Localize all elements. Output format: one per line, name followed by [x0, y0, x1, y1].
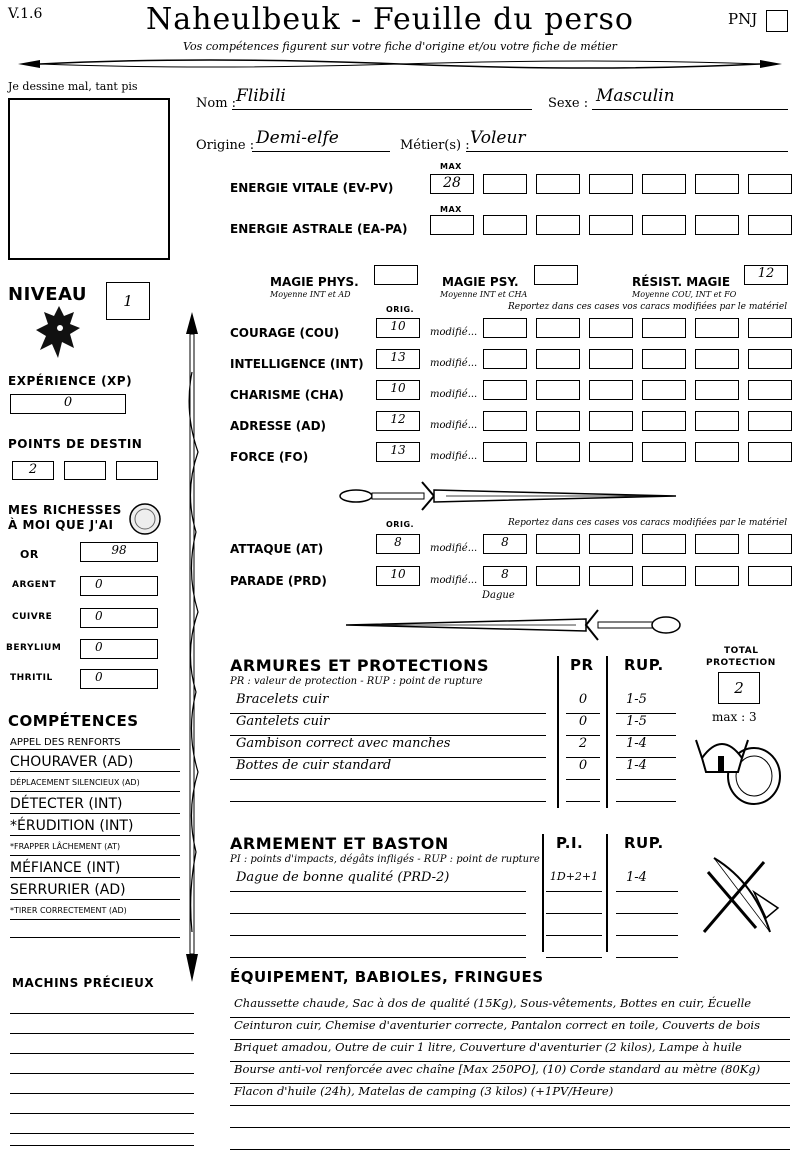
- stat-modifie-label: modifié...: [430, 327, 478, 338]
- arme-rup[interactable]: [616, 892, 678, 914]
- ev-box[interactable]: [483, 174, 527, 194]
- stat-mod-box[interactable]: [642, 318, 686, 338]
- parade-mod-note: Dague: [482, 590, 515, 601]
- attaque-mod-box[interactable]: 8: [483, 534, 527, 554]
- equipement-line[interactable]: [230, 1106, 790, 1128]
- stat-mod-box[interactable]: [483, 349, 527, 369]
- stat-mod-box[interactable]: [695, 380, 739, 400]
- magie-phys-label: MAGIE PHYS.: [270, 275, 359, 289]
- competence-item[interactable]: DÉTECTER (INT): [10, 794, 180, 814]
- resist-magie-label: RÉSIST. MAGIE: [632, 275, 731, 289]
- ea-label: ENERGIE ASTRALE (EA-PA): [230, 222, 408, 236]
- armures-col-pr: PR: [570, 656, 594, 674]
- machins-title: MACHINS PRÉCIEUX: [12, 976, 155, 990]
- stat-mod-box[interactable]: [589, 349, 633, 369]
- stat-label: ADRESSE (AD): [230, 419, 327, 433]
- ea-box[interactable]: [483, 215, 527, 235]
- ev-max-label: MAX: [440, 162, 462, 171]
- stat-orig-box[interactable]: 10: [376, 318, 420, 338]
- cuivre-box[interactable]: 0: [80, 608, 158, 628]
- destin-box[interactable]: 2: [12, 461, 54, 480]
- richesses-label: MES RICHESSES: [8, 503, 122, 517]
- magie-psy-note: Moyenne INT et CHA: [440, 290, 528, 299]
- destin-box[interactable]: [64, 461, 106, 480]
- stat-mod-box[interactable]: [536, 411, 580, 431]
- ev-max-box[interactable]: 28: [430, 174, 474, 194]
- resist-magie-box[interactable]: 12: [744, 265, 788, 285]
- stat-modifie-label: modifié...: [430, 451, 478, 462]
- stat-mod-box[interactable]: [536, 442, 580, 462]
- stat-label: FORCE (FO): [230, 450, 309, 464]
- destin-label: POINTS DE DESTIN: [8, 437, 143, 451]
- stat-mod-box[interactable]: [642, 380, 686, 400]
- magie-phys-note: Moyenne INT et AD: [270, 290, 351, 299]
- stat-mod-box[interactable]: [748, 380, 792, 400]
- armement-col-pi: P.I.: [556, 834, 584, 852]
- arme-name[interactable]: Dague de bonne qualité (PRD-2): [230, 870, 526, 892]
- berylium-label: BERYLIUM: [6, 643, 62, 653]
- attaque-mod-box[interactable]: [695, 534, 739, 554]
- ea-box[interactable]: [642, 215, 686, 235]
- competence-item[interactable]: APPEL DES RENFORTS: [10, 736, 180, 750]
- armure-name[interactable]: Bracelets cuir: [230, 692, 546, 714]
- stat-mod-box[interactable]: [483, 442, 527, 462]
- armures-divider: [606, 656, 608, 808]
- portrait-frame[interactable]: [8, 98, 170, 260]
- parade-modifie-label: modifié...: [430, 575, 478, 586]
- attaque-mod-box[interactable]: [589, 534, 633, 554]
- sexe-field[interactable]: Masculin: [592, 86, 788, 110]
- competence-item[interactable]: *ÉRUDITION (INT): [10, 816, 180, 836]
- stat-mod-box[interactable]: [642, 411, 686, 431]
- machins-line[interactable]: [10, 1098, 194, 1114]
- combat-note: Reportez dans ces cases vos caracs modifiées par le matériel: [508, 518, 788, 528]
- magie-psy-label: MAGIE PSY.: [442, 275, 519, 289]
- armement-title: ARMEMENT ET BASTON: [230, 834, 449, 853]
- ev-box[interactable]: [536, 174, 580, 194]
- equipement-line[interactable]: Chaussette chaude, Sac à dos de qualité (15Kg), Sous-vêtements, Bottes en cuir, Écuelle: [230, 996, 790, 1018]
- stat-label: CHARISME (CHA): [230, 388, 344, 402]
- or-box[interactable]: 98: [80, 542, 158, 562]
- attaque-modifie-label: modifié...: [430, 543, 478, 554]
- armure-pr[interactable]: 0: [566, 758, 600, 780]
- decorative-spear-divider: [0, 54, 800, 74]
- stat-mod-box[interactable]: [483, 318, 527, 338]
- machins-line[interactable]: [10, 1118, 194, 1134]
- stat-mod-box[interactable]: [695, 349, 739, 369]
- total-protection-label: TOTAL: [724, 646, 759, 656]
- argent-box[interactable]: 0: [80, 576, 158, 596]
- ev-box[interactable]: [748, 174, 792, 194]
- portrait-caption: Je dessine mal, tant pis: [8, 80, 138, 93]
- parade-orig-box[interactable]: 10: [376, 566, 420, 586]
- stat-mod-box[interactable]: [483, 411, 527, 431]
- total-protection-label-2: PROTECTION: [706, 658, 776, 668]
- total-protection-box[interactable]: 2: [718, 672, 760, 704]
- ea-max-box[interactable]: [430, 215, 474, 235]
- armure-name[interactable]: [230, 780, 546, 802]
- parade-mod-box[interactable]: [748, 566, 792, 586]
- equipement-line[interactable]: Bourse anti-vol renforcée avec chaîne [Max 250PO], (10) Corde standard au mètre (80Kg): [230, 1062, 790, 1084]
- page-subtitle: Vos compétences figurent sur votre fiche d'origine et/ou votre fiche de métier: [183, 40, 617, 53]
- niveau-label: NIVEAU: [8, 284, 87, 305]
- stat-mod-box[interactable]: [536, 380, 580, 400]
- arme-pi[interactable]: [546, 892, 602, 914]
- equipement-title: ÉQUIPEMENT, BABIOLES, FRINGUES: [230, 968, 544, 986]
- machins-line[interactable]: [10, 1038, 194, 1054]
- parade-mod-box[interactable]: [536, 566, 580, 586]
- armure-rup[interactable]: [616, 780, 676, 802]
- stat-mod-box[interactable]: [748, 349, 792, 369]
- armure-pr[interactable]: 0: [566, 714, 600, 736]
- stat-mod-box[interactable]: [695, 318, 739, 338]
- weapons-icon: [694, 852, 784, 938]
- thritil-label: THRITIL: [10, 673, 53, 683]
- stat-orig-box[interactable]: 12: [376, 411, 420, 431]
- stat-mod-box[interactable]: [642, 442, 686, 462]
- stat-mod-box[interactable]: [748, 318, 792, 338]
- stat-mod-box[interactable]: [483, 380, 527, 400]
- armures-divider: [557, 656, 559, 808]
- arme-rup[interactable]: [616, 914, 678, 936]
- ea-max-label: MAX: [440, 205, 462, 214]
- armures-note: PR : valeur de protection - RUP : point de rupture: [230, 676, 483, 687]
- armures-col-rup: RUP.: [624, 656, 664, 674]
- niveau-box[interactable]: 1: [106, 282, 150, 320]
- equipement-line[interactable]: Briquet amadou, Outre de cuir 1 litre, Couverture d'aventurier (2 kilos), Lampe à huile: [230, 1040, 790, 1062]
- ea-box[interactable]: [748, 215, 792, 235]
- cuivre-label: CUIVRE: [12, 612, 53, 622]
- thritil-box[interactable]: 0: [80, 669, 158, 689]
- version-label: V.1.6: [8, 6, 43, 22]
- equipement-line[interactable]: Flacon d'huile (24h), Matelas de camping (3 kilos) (+1PV/Heure): [230, 1084, 790, 1106]
- machins-line[interactable]: [10, 1058, 194, 1074]
- ea-box[interactable]: [589, 215, 633, 235]
- stat-mod-box[interactable]: [695, 411, 739, 431]
- armure-pr[interactable]: 2: [566, 736, 600, 758]
- stat-mod-box[interactable]: [589, 318, 633, 338]
- arme-pi[interactable]: [546, 914, 602, 936]
- stat-mod-box[interactable]: [642, 349, 686, 369]
- argent-label: ARGENT: [12, 580, 57, 590]
- pnj-label: PNJ: [728, 10, 758, 28]
- arme-name[interactable]: [230, 936, 526, 958]
- parade-mod-box[interactable]: [589, 566, 633, 586]
- armure-pr[interactable]: [566, 780, 600, 802]
- competence-item[interactable]: DÉPLACEMENT SILENCIEUX (AD): [10, 774, 180, 792]
- ea-box[interactable]: [536, 215, 580, 235]
- stat-mod-box[interactable]: [748, 411, 792, 431]
- competence-item[interactable]: *TIRER CORRECTEMENT (AD): [10, 902, 180, 920]
- helmet-shield-icon: [694, 726, 784, 812]
- stat-orig-box[interactable]: 10: [376, 380, 420, 400]
- pnj-checkbox[interactable]: [766, 10, 788, 32]
- machins-line[interactable]: [10, 1018, 194, 1034]
- competence-item[interactable]: CHOURAVER (AD): [10, 752, 180, 772]
- arme-rup[interactable]: 1-4: [616, 870, 678, 892]
- ea-box[interactable]: [695, 215, 739, 235]
- stat-mod-box[interactable]: [589, 380, 633, 400]
- ev-box[interactable]: [695, 174, 739, 194]
- nom-field[interactable]: Flibili: [232, 86, 532, 110]
- or-label: OR: [20, 548, 39, 561]
- stat-mod-box[interactable]: [536, 318, 580, 338]
- stat-mod-box[interactable]: [536, 349, 580, 369]
- stats-orig-label: ORIG.: [386, 305, 415, 314]
- coin-icon: [128, 502, 162, 536]
- stats-note: Reportez dans ces cases vos caracs modifiées par le matériel: [508, 302, 788, 312]
- attaque-mod-box[interactable]: [748, 534, 792, 554]
- sexe-label: Sexe :: [548, 96, 589, 111]
- armure-name[interactable]: Gambison correct avec manches: [230, 736, 546, 758]
- attaque-label: ATTAQUE (AT): [230, 542, 324, 556]
- ev-label: ENERGIE VITALE (EV-PV): [230, 181, 394, 195]
- stat-label: COURAGE (COU): [230, 326, 340, 340]
- parade-mod-box[interactable]: 8: [483, 566, 527, 586]
- metier-field[interactable]: Voleur: [466, 128, 788, 152]
- combat-orig-label: ORIG.: [386, 520, 415, 529]
- destin-box[interactable]: [116, 461, 158, 480]
- machins-line[interactable]: [10, 1078, 194, 1094]
- magie-psy-box[interactable]: [534, 265, 578, 285]
- magie-phys-box[interactable]: [374, 265, 418, 285]
- nom-label: Nom :: [196, 96, 237, 111]
- armure-name[interactable]: Gantelets cuir: [230, 714, 546, 736]
- competence-item[interactable]: *FRAPPER LÂCHEMENT (AT): [10, 838, 180, 856]
- armure-rup[interactable]: 1-4: [616, 736, 676, 758]
- stat-orig-box[interactable]: 13: [376, 349, 420, 369]
- vertical-spear-decoration: [180, 312, 204, 982]
- parade-mod-box[interactable]: [695, 566, 739, 586]
- stat-modifie-label: modifié...: [430, 389, 478, 400]
- xp-label: EXPÉRIENCE (XP): [8, 374, 133, 388]
- stat-mod-box[interactable]: [695, 442, 739, 462]
- stat-mod-box[interactable]: [589, 411, 633, 431]
- richesses-label-2: À MOI QUE J'AI: [8, 518, 114, 532]
- attaque-mod-box[interactable]: [536, 534, 580, 554]
- armure-pr[interactable]: 0: [566, 692, 600, 714]
- sword-icon: [336, 608, 686, 642]
- stat-modifie-label: modifié...: [430, 420, 478, 431]
- sword-icon: [336, 480, 686, 512]
- metier-label: Métier(s) :: [400, 138, 470, 153]
- equipement-line[interactable]: [230, 1128, 790, 1150]
- armement-note: PI : points d'impacts, dégâts infligés - RUP : point de rupture: [230, 854, 540, 865]
- armement-col-rup: RUP.: [624, 834, 664, 852]
- arme-rup[interactable]: [616, 936, 678, 958]
- origine-field[interactable]: Demi-elfe: [252, 128, 390, 152]
- competence-item[interactable]: [10, 922, 180, 938]
- arme-name[interactable]: [230, 892, 526, 914]
- equipement-line[interactable]: Ceinturon cuir, Chemise d'aventurier correcte, Pantalon correct en toile, Couverts de bois: [230, 1018, 790, 1040]
- machins-line[interactable]: [10, 998, 194, 1014]
- machins-line[interactable]: [10, 1138, 194, 1146]
- parade-mod-box[interactable]: [642, 566, 686, 586]
- origine-label: Origine :: [196, 138, 255, 153]
- arme-name[interactable]: [230, 914, 526, 936]
- parade-label: PARADE (PRD): [230, 574, 327, 588]
- stat-mod-box[interactable]: [589, 442, 633, 462]
- armure-name[interactable]: Bottes de cuir standard: [230, 758, 546, 780]
- armure-rup[interactable]: 1-5: [616, 714, 676, 736]
- competences-title: COMPÉTENCES: [8, 712, 139, 730]
- armure-rup[interactable]: 1-4: [616, 758, 676, 780]
- attaque-orig-box[interactable]: 8: [376, 534, 420, 554]
- competence-item[interactable]: MÉFIANCE (INT): [10, 858, 180, 878]
- armement-divider: [542, 834, 544, 952]
- page-title: Naheulbeuk - Feuille du perso: [146, 2, 634, 37]
- stat-label: INTELLIGENCE (INT): [230, 357, 364, 371]
- arme-pi[interactable]: [546, 936, 602, 958]
- armures-title: ARMURES ET PROTECTIONS: [230, 656, 489, 675]
- ev-box[interactable]: [642, 174, 686, 194]
- stat-modifie-label: modifié...: [430, 358, 478, 369]
- resist-magie-note: Moyenne COU, INT et FO: [632, 290, 737, 299]
- xp-box[interactable]: 0: [10, 394, 126, 414]
- armure-rup[interactable]: 1-5: [616, 692, 676, 714]
- dragon-icon: [34, 302, 84, 364]
- armement-divider: [606, 834, 608, 952]
- attaque-mod-box[interactable]: [642, 534, 686, 554]
- competence-item[interactable]: SERRURIER (AD): [10, 880, 180, 900]
- total-protection-max: max : 3: [712, 710, 757, 724]
- berylium-box[interactable]: 0: [80, 639, 158, 659]
- arme-pi[interactable]: 1D+2+1: [546, 870, 602, 892]
- stat-mod-box[interactable]: [748, 442, 792, 462]
- stat-orig-box[interactable]: 13: [376, 442, 420, 462]
- ev-box[interactable]: [589, 174, 633, 194]
